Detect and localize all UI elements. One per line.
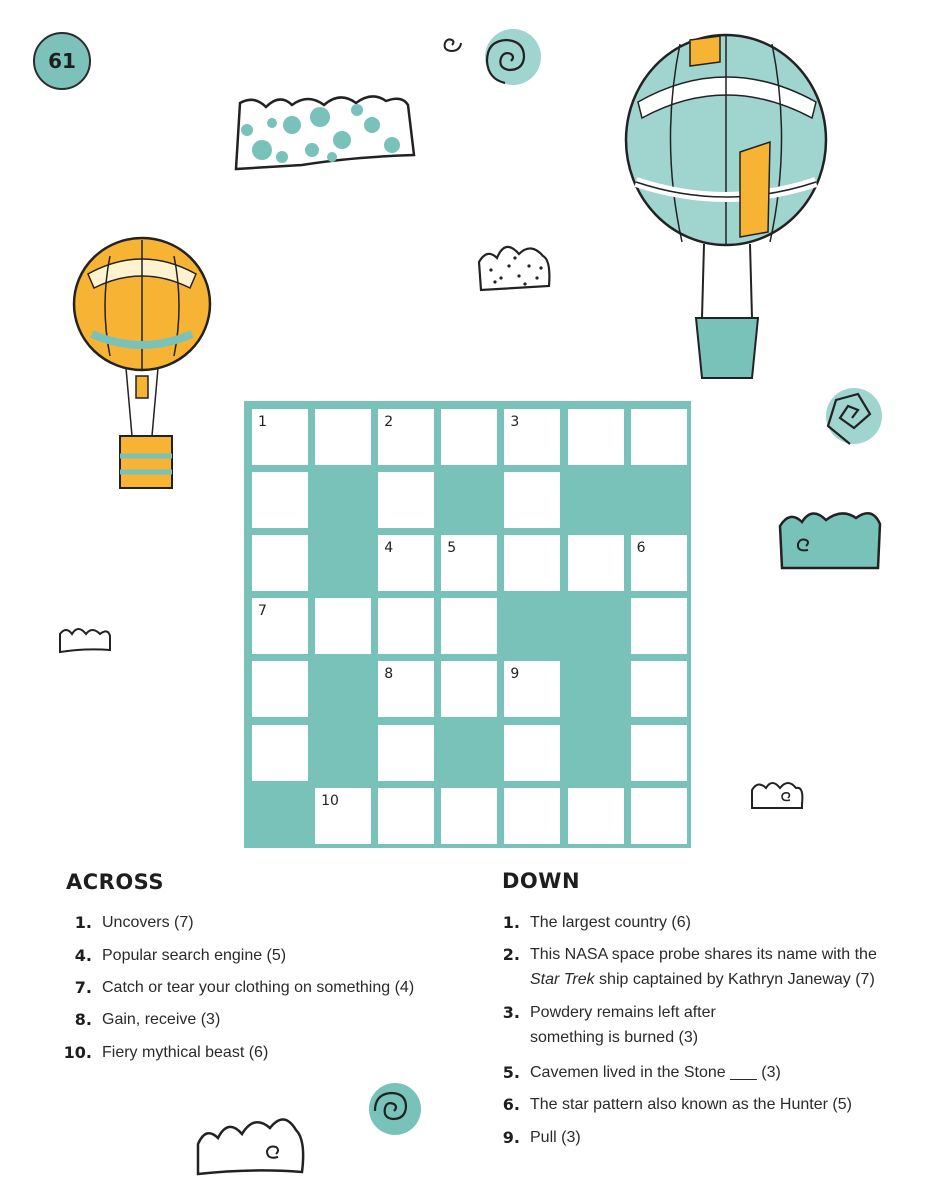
crossword-cell[interactable] <box>252 661 308 717</box>
small-swirl-icon <box>438 30 466 60</box>
outline-cloud-bottom-icon <box>192 1110 310 1178</box>
crossword-cell[interactable] <box>631 535 687 591</box>
page-number-badge: 61 <box>33 32 91 90</box>
crossword-cell[interactable] <box>631 788 687 844</box>
teal-spiral-bottom-icon <box>366 1080 424 1138</box>
crossword-cell[interactable] <box>378 472 434 528</box>
clue-text-italic: Star Trek <box>530 971 595 988</box>
cell-number: 3 <box>510 414 520 430</box>
cell-number: 8 <box>384 666 394 683</box>
cell-number: 6 <box>636 540 646 557</box>
clue-text: Cavemen lived in the Stone ___ (3) <box>530 1064 781 1081</box>
crossword-cell[interactable] <box>378 661 434 717</box>
cell-number: 1 <box>258 414 267 430</box>
crossword-cell[interactable] <box>441 661 497 717</box>
clue-number: 7. <box>74 978 92 997</box>
cell-number: 10 <box>321 792 339 809</box>
crossword-cell[interactable] <box>441 788 497 844</box>
crossword-cell[interactable] <box>252 598 308 654</box>
crossword-cell[interactable] <box>568 409 624 465</box>
crossword-cell[interactable] <box>568 788 624 844</box>
clue-text: Popular search engine (5) <box>102 947 287 964</box>
clue-number: 5. <box>502 1063 520 1082</box>
clue-number: 2. <box>502 945 520 964</box>
clue-number: 1. <box>502 913 520 932</box>
clue-number: 8. <box>74 1010 92 1029</box>
teal-spiral-icon <box>818 380 884 456</box>
clue-text: Pull (3) <box>530 1129 581 1146</box>
teal-swirl-icon <box>478 25 544 93</box>
crossword-cell[interactable] <box>252 725 308 781</box>
cell-number: 9 <box>510 666 520 683</box>
clue-text: Gain, receive (3) <box>102 1011 221 1028</box>
clue-text: Uncovers (7) <box>102 914 194 931</box>
crossword-cell[interactable] <box>631 725 687 781</box>
crossword-cell[interactable] <box>252 409 308 465</box>
crossword-cell[interactable] <box>441 409 497 465</box>
crossword-cell[interactable] <box>504 472 560 528</box>
clue-text: The largest country (6) <box>530 914 691 931</box>
crossword-cell[interactable] <box>378 788 434 844</box>
across-clue-10 <box>62 1040 268 1065</box>
clue-number: 3. <box>502 1003 520 1022</box>
orange-hot-air-balloon-icon <box>70 236 215 492</box>
crossword-cell[interactable] <box>378 598 434 654</box>
crossword-cell[interactable] <box>631 598 687 654</box>
crossword-cell[interactable] <box>378 409 434 465</box>
down-clue-5 <box>490 1060 781 1085</box>
clue-text: Catch or tear your clothing on something (4) <box>102 979 415 996</box>
crossword-cell[interactable] <box>568 535 624 591</box>
cell-number: 5 <box>447 540 457 557</box>
dotted-cloud-icon <box>232 95 418 175</box>
across-clue-8 <box>62 1007 220 1032</box>
crossword-cell[interactable] <box>504 725 560 781</box>
clue-text-part: This NASA space probe shares its name with the <box>530 946 877 963</box>
clue-number: 9. <box>502 1128 520 1147</box>
cell-number: 7 <box>258 603 267 620</box>
clue-number: 6. <box>502 1095 520 1114</box>
clue-text: The star pattern also known as the Hunter (5) <box>530 1096 852 1113</box>
crossword-cell[interactable] <box>315 409 371 465</box>
crossword-cell[interactable] <box>504 409 560 465</box>
crossword-cell[interactable] <box>252 535 308 591</box>
crossword-cell[interactable] <box>378 725 434 781</box>
clue-text: Powdery remains left after something is burned (3) <box>530 1004 716 1046</box>
outline-cloud-left-icon <box>56 624 114 656</box>
crossword-cell[interactable] <box>441 535 497 591</box>
crossword-cell[interactable] <box>441 598 497 654</box>
crossword-cell[interactable] <box>631 409 687 465</box>
across-clue-1 <box>62 910 194 935</box>
clue-number: 4. <box>74 946 92 965</box>
crossword-cell[interactable] <box>504 535 560 591</box>
teal-cloud-icon <box>776 508 884 574</box>
down-clue-9 <box>490 1125 581 1150</box>
down-clue-2 <box>490 942 877 992</box>
across-clue-7 <box>62 975 414 1000</box>
teal-hot-air-balloon-icon <box>620 32 830 394</box>
down-clue-6 <box>490 1092 852 1117</box>
clue-text: Fiery mythical beast (6) <box>102 1044 269 1061</box>
clue-text-part: ship captained by Kathryn Janeway (7) <box>594 971 875 988</box>
down-clue-1 <box>490 910 691 935</box>
clue-number: 10. <box>63 1043 92 1062</box>
speckled-cloud-icon <box>475 236 555 296</box>
cell-number: 2 <box>384 414 394 430</box>
clue-text <box>530 942 877 992</box>
crossword-cell[interactable] <box>315 788 371 844</box>
crossword-grid <box>244 401 691 848</box>
crossword-cell[interactable] <box>504 788 560 844</box>
across-title: ACROSS <box>66 870 164 894</box>
down-title: DOWN <box>502 869 581 893</box>
clue-number: 1. <box>74 913 92 932</box>
crossword-cell[interactable] <box>504 661 560 717</box>
down-clue-3 <box>490 1000 716 1050</box>
outline-cloud-right-icon <box>748 776 806 812</box>
crossword-cell[interactable] <box>252 472 308 528</box>
cell-number: 4 <box>384 540 394 557</box>
crossword-cell[interactable] <box>315 598 371 654</box>
across-clue-4 <box>62 943 286 968</box>
crossword-cell[interactable] <box>631 661 687 717</box>
crossword-cell[interactable] <box>378 535 434 591</box>
